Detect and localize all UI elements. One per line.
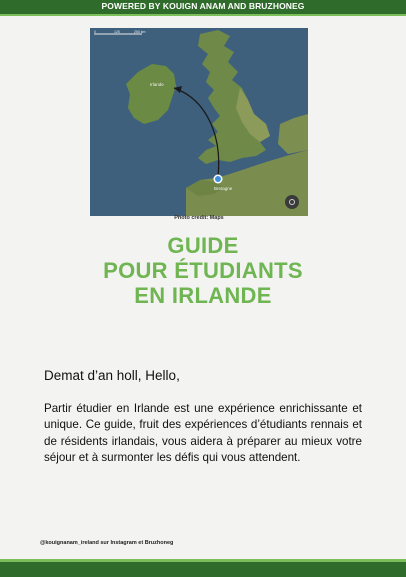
greeting: Demat d’an holl, Hello, <box>44 368 180 383</box>
powered-by-text: POWERED BY KOUIGN ANAM AND BRUZHONEG <box>101 1 305 11</box>
map-graphic <box>90 28 308 216</box>
social-credit: @kouignanam_ireland sur Instagram et Bruzhoneg <box>40 540 174 546</box>
locate-button[interactable] <box>285 195 299 209</box>
top-accent-line <box>0 14 406 16</box>
bottom-banner <box>0 562 406 577</box>
top-banner <box>0 0 406 14</box>
title-line-2: POUR ÉTUDIANTS <box>103 258 303 283</box>
scale-label-0: 0 <box>94 30 96 34</box>
title-line-1: GUIDE <box>167 233 239 258</box>
photo-credit: Photo credit: Maps <box>174 215 224 221</box>
place-label-ireland: Irlande <box>150 82 164 87</box>
map-image <box>90 28 308 216</box>
scale-label-250: 250 km <box>134 30 146 34</box>
guide-title <box>0 233 406 308</box>
title-line-3: EN IRLANDE <box>134 283 272 308</box>
scale-label-125: 125 <box>114 30 120 34</box>
intro-paragraph: Partir étudier en Irlande est une expérience enrichissante et unique. Ce guide, fruit des expériences d’étudiants rennais et de résidents irlandais, vous aidera à préparer au mieux votre séjour et à surmonter les défis qui vous attendent. <box>44 402 362 464</box>
place-label-brittany: Bretagne <box>214 186 233 191</box>
